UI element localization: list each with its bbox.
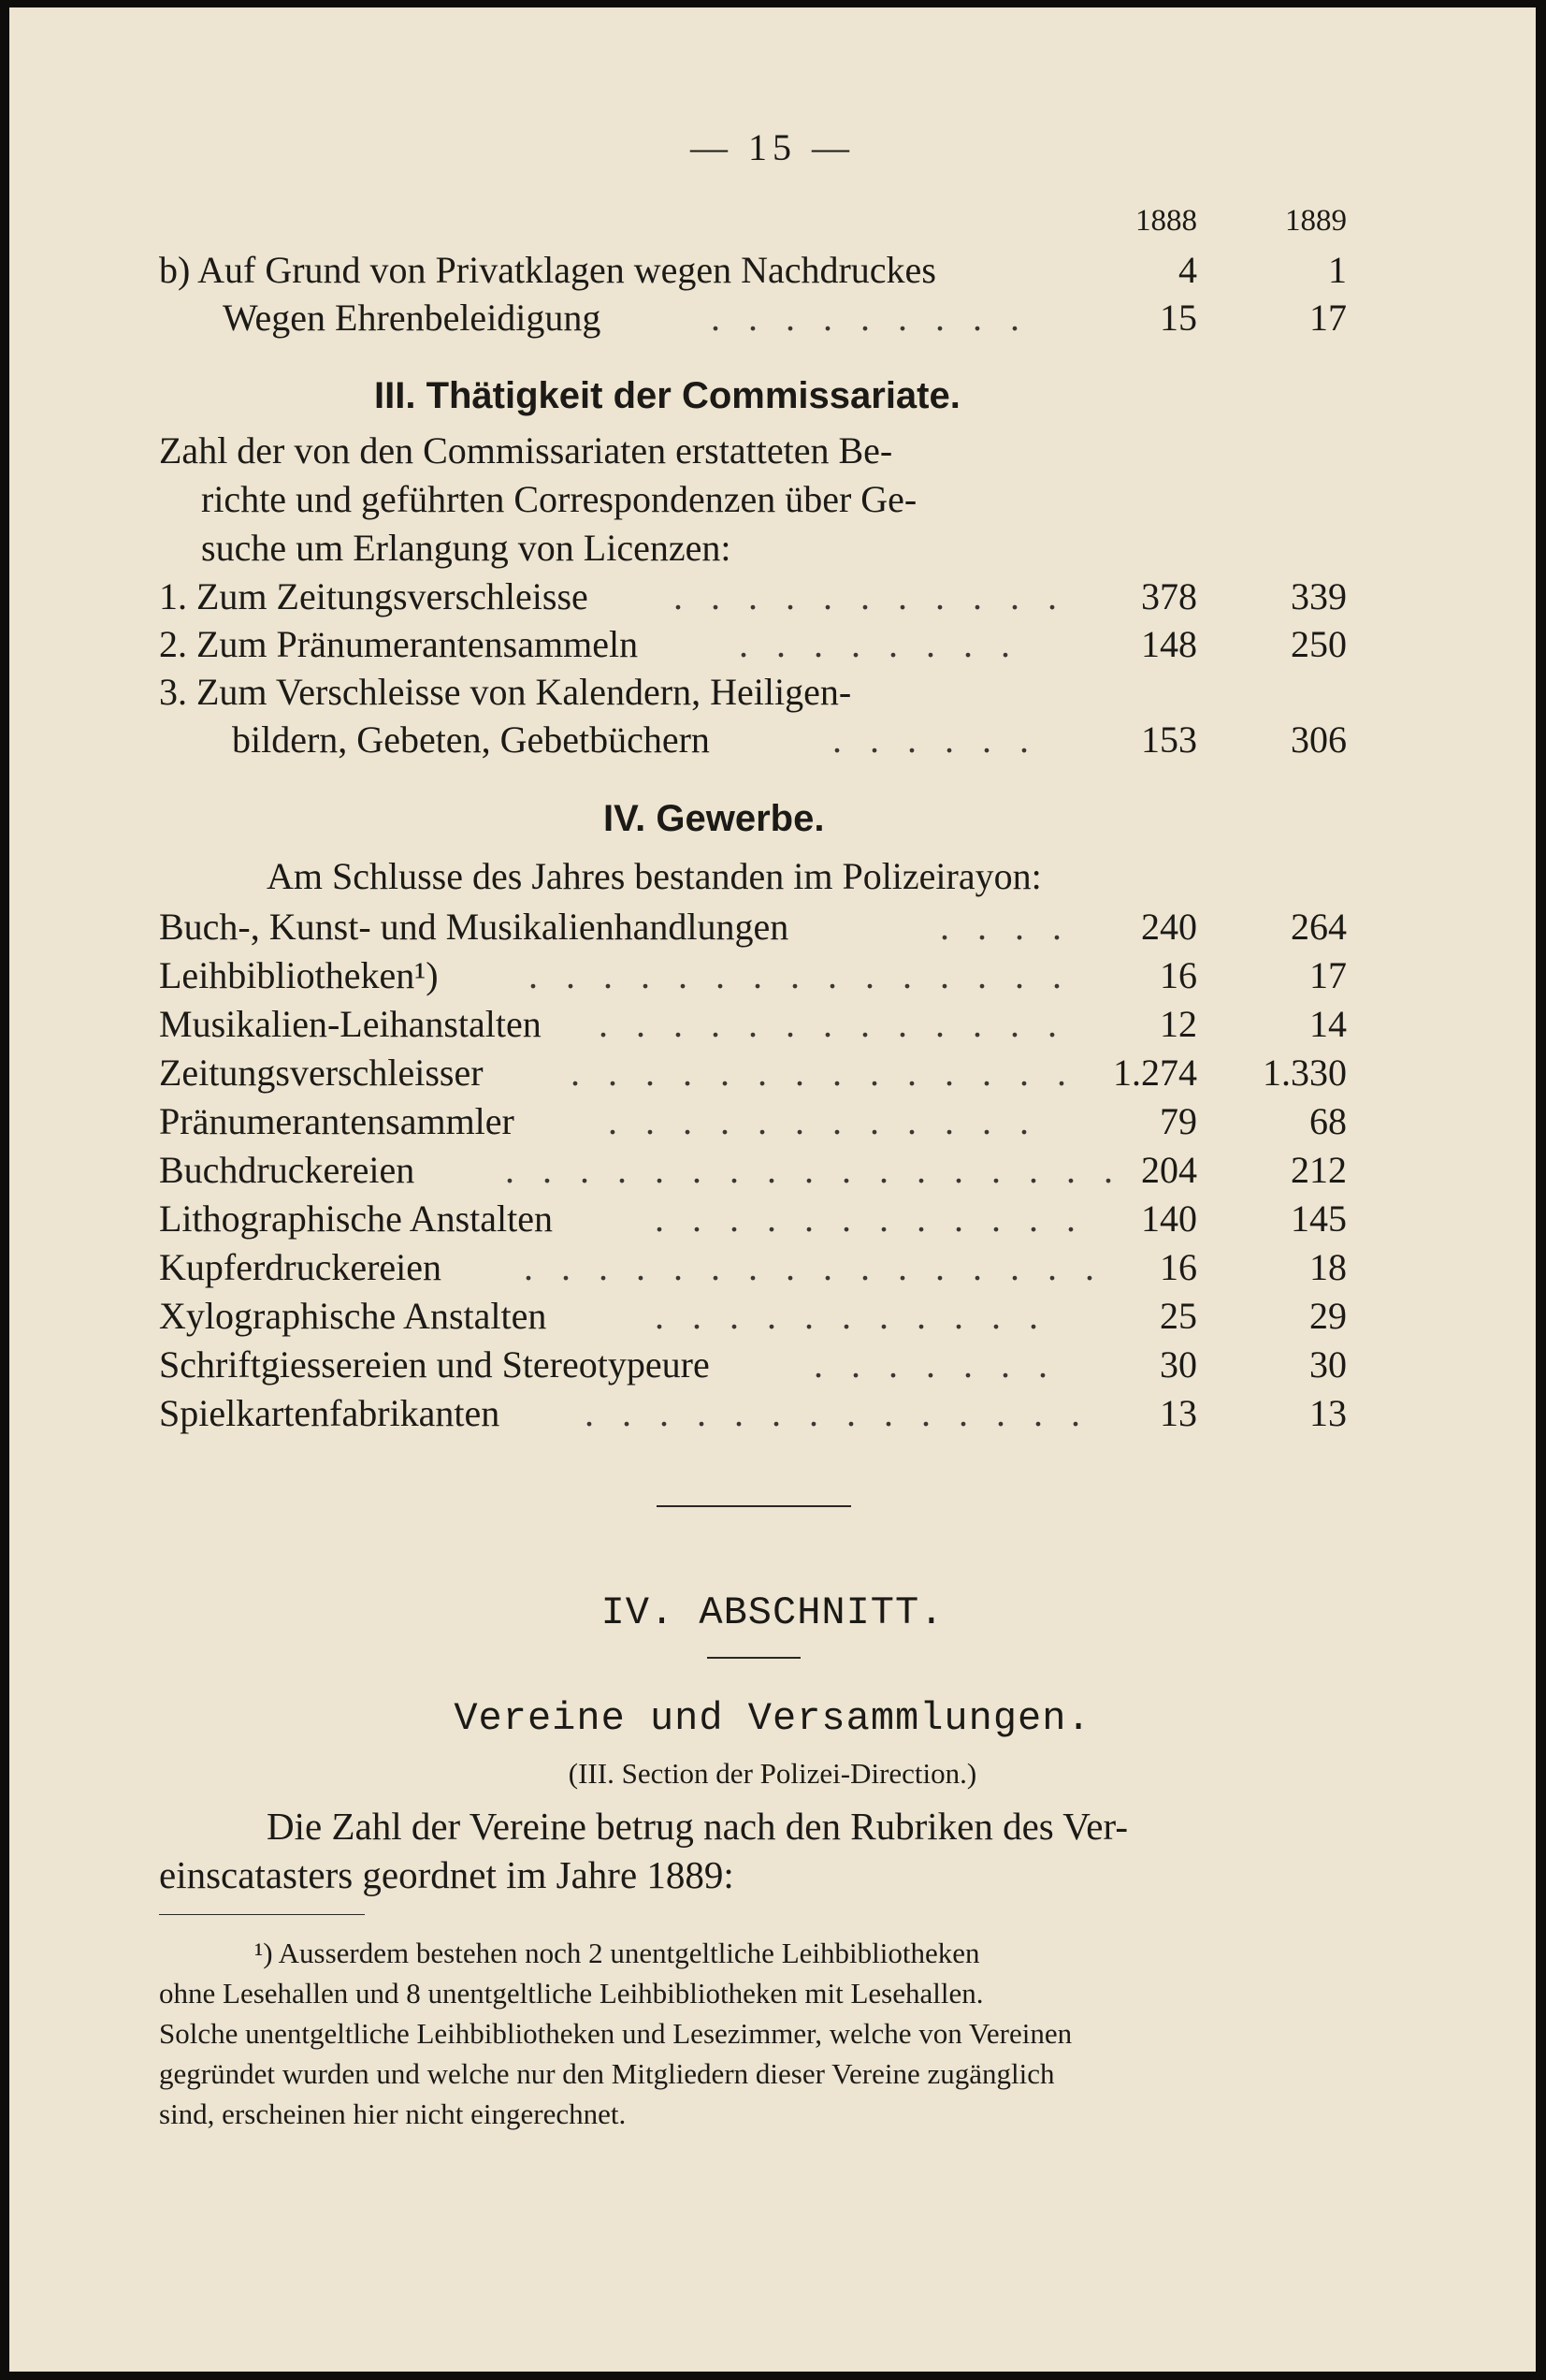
table-row: Leihbibliotheken¹) . . . . . . . . . . . . . . . 16 17 — [159, 952, 1347, 999]
value-1888: 79 — [1160, 1100, 1197, 1142]
value-1889: 18 — [1309, 1246, 1347, 1288]
value-1889: 306 — [1291, 718, 1347, 761]
table-row: Musikalien-Leihanstalten . . . . . . . . . . . . . 12 14 — [159, 1001, 1347, 1048]
row-label: 2. Zum Pränumerantensammeln — [159, 623, 639, 665]
table-row: 2. Zum Pränumerantensammeln . . . . . . . . 148 250 — [159, 621, 1347, 668]
footnote-line: sind, erscheinen hier nicht eingerechnet. — [159, 2097, 627, 2130]
value-1888: 12 — [1160, 1003, 1197, 1045]
row-label: Zeitungsverschleisser — [159, 1052, 484, 1094]
section-iv-heading: IV. Gewerbe. — [603, 798, 825, 839]
value-1889: 17 — [1309, 954, 1347, 996]
table-row: Buch-, Kunst- und Musikalienhandlungen . . . . 240 264 — [159, 904, 1347, 951]
chapter-subtitle: Vereine und Versammlungen. — [454, 1696, 1091, 1741]
value-1889: 145 — [1291, 1197, 1347, 1240]
section-iii-heading: III. Thätigkeit der Commissariate. — [374, 375, 961, 416]
footnote-rule — [159, 1914, 365, 1915]
footnote-line: Solche unentgeltliche Leihbibliotheken und Lesezimmer, welche von Vereinen — [159, 2017, 1073, 2050]
table-row: Wegen Ehrenbeleidigung . . . . . . . . . 15 17 — [159, 295, 1347, 341]
footnote-line: ohne Lesehallen und 8 unentgeltliche Leihbibliotheken mit Lesehallen. — [159, 1977, 984, 2010]
footnote-line: ¹) Ausserdem bestehen noch 2 unentgeltliche Leihbibliotheken — [254, 1937, 980, 1969]
value-1888: 16 — [1160, 954, 1197, 996]
value-1888: 13 — [1160, 1392, 1197, 1434]
table-row: Kupferdruckereien . . . . . . . . . . . . . . . . 16 18 — [159, 1244, 1347, 1291]
chapter-title: IV. ABSCHNITT. — [600, 1590, 945, 1635]
year-header-1888: 1888 — [1135, 204, 1197, 238]
row-label: Wegen Ehrenbeleidigung — [223, 297, 601, 339]
chapter-title-underline — [707, 1657, 801, 1659]
row-label: 3. Zum Verschleisse von Kalendern, Heiligen- — [159, 671, 852, 713]
value-1888: 15 — [1160, 297, 1197, 339]
row-label: Musikalien-Leihanstalten — [159, 1003, 542, 1045]
row-label: b) Auf Grund von Privatklagen wegen Nachdruckes — [159, 249, 936, 291]
row-label: Pränumerantensammler — [159, 1100, 514, 1142]
table-row: Pränumerantensammler . . . . . . . . . . . . 79 68 — [159, 1098, 1347, 1145]
section-divider — [657, 1505, 851, 1507]
section-iii-intro-line: Zahl der von den Commissariaten erstatteten Be- — [159, 429, 893, 472]
value-1888: 378 — [1141, 575, 1197, 617]
value-1889: 250 — [1291, 623, 1347, 665]
value-1889: 29 — [1309, 1295, 1347, 1337]
table-row — [159, 669, 1347, 716]
table-row: 1. Zum Zeitungsverschleisse . . . . . . . . . . . 378 339 — [159, 573, 1347, 620]
table-row: Schriftgiessereien und Stereotypeure . . . . . . . 30 30 — [159, 1342, 1347, 1388]
section-iv-intro: Am Schlusse des Jahres bestanden im Polizeirayon: — [267, 855, 1042, 897]
value-1888: 140 — [1141, 1197, 1197, 1240]
table-row: Zeitungsverschleisser . . . . . . . . . . . . . . 1.274 1.330 — [159, 1050, 1347, 1096]
value-1889: 339 — [1291, 575, 1347, 617]
row-label: Buch-, Kunst- und Musikalienhandlungen — [159, 906, 789, 948]
value-1889: 68 — [1309, 1100, 1347, 1142]
value-1888: 153 — [1141, 718, 1197, 761]
value-1889: 30 — [1309, 1343, 1347, 1386]
chapter-text-line: Die Zahl der Vereine betrug nach den Rubriken des Ver- — [267, 1805, 1128, 1848]
value-1888: 148 — [1141, 623, 1197, 665]
table-row: Xylographische Anstalten . . . . . . . . . . . 25 29 — [159, 1293, 1347, 1340]
row-label: Leihbibliotheken¹) — [159, 954, 439, 996]
row-label: Xylographische Anstalten — [159, 1295, 547, 1337]
value-1889: 14 — [1309, 1003, 1347, 1045]
value-1888: 240 — [1141, 906, 1197, 948]
document-page — [9, 7, 1536, 2372]
section-note: (III. Section der Polizei-Direction.) — [568, 1757, 977, 1790]
table-row: Spielkartenfabrikanten . . . . . . . . . . . . . . 13 13 — [159, 1390, 1347, 1437]
table-row: Buchdruckereien . . . . . . . . . . . . . . . . . 204 212 — [159, 1147, 1347, 1194]
year-header-1889: 1889 — [1285, 204, 1347, 238]
section-iii-intro-line: richte und geführten Correspondenzen über Ge- — [201, 478, 917, 520]
page-number: — 15 — — [690, 126, 855, 168]
value-1888: 16 — [1160, 1246, 1197, 1288]
table-row: Lithographische Anstalten . . . . . . . . . . . . 140 145 — [159, 1196, 1347, 1242]
value-1889: 1.330 — [1263, 1052, 1347, 1094]
value-1889: 1 — [1328, 249, 1347, 291]
footnote-line: gegründet wurden und welche nur den Mitgliedern dieser Vereine zugänglich — [159, 2057, 1055, 2090]
value-1889: 212 — [1291, 1149, 1347, 1191]
row-label: Lithographische Anstalten — [159, 1197, 554, 1240]
row-label: 1. Zum Zeitungsverschleisse — [159, 575, 588, 617]
value-1888: 204 — [1141, 1149, 1197, 1191]
row-label: Buchdruckereien — [159, 1149, 415, 1191]
value-1888: 25 — [1160, 1295, 1197, 1337]
value-1888: 4 — [1178, 249, 1197, 291]
row-label: Kupferdruckereien — [159, 1246, 442, 1288]
value-1889: 264 — [1291, 906, 1347, 948]
value-1888: 30 — [1160, 1343, 1197, 1386]
row-label: bildern, Gebeten, Gebetbüchern — [232, 718, 710, 761]
value-1888: 1.274 — [1113, 1052, 1197, 1094]
chapter-text-line: einscatasters geordnet im Jahre 1889: — [159, 1853, 734, 1896]
table-row — [159, 247, 1347, 294]
row-label: Schriftgiessereien und Stereotypeure — [159, 1343, 710, 1386]
section-iii-intro-line: suche um Erlangung von Licenzen: — [201, 527, 731, 569]
table-row: bildern, Gebeten, Gebetbüchern . . . . . . 153 306 — [159, 717, 1347, 763]
value-1889: 13 — [1309, 1392, 1347, 1434]
value-1889: 17 — [1309, 297, 1347, 339]
row-label: Spielkartenfabrikanten — [159, 1392, 500, 1434]
